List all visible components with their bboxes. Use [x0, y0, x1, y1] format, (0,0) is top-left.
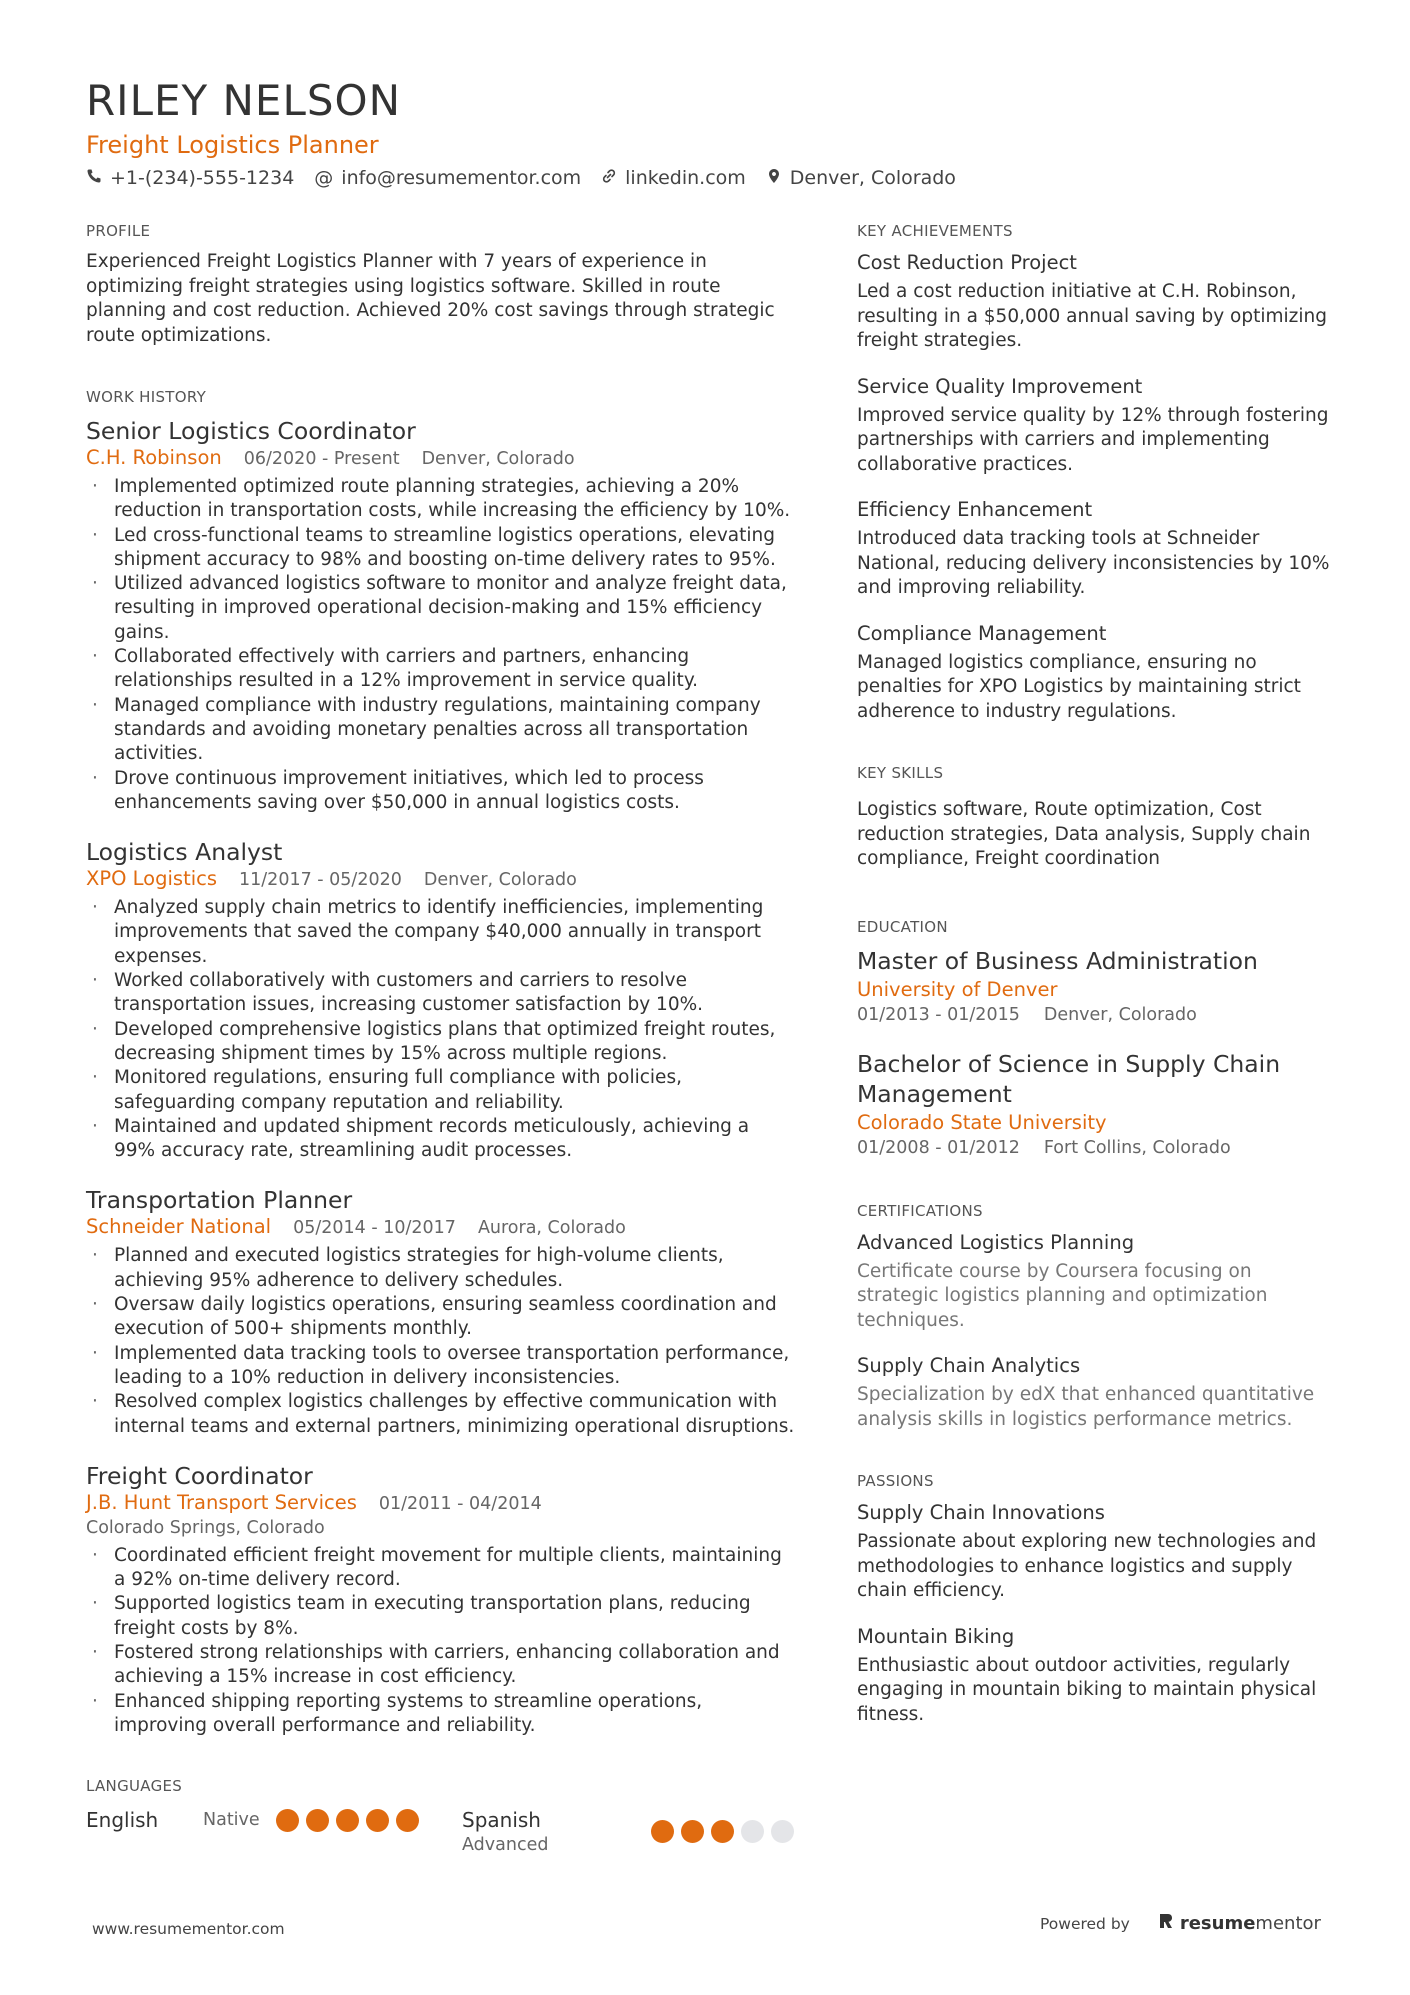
achievement-item [857, 497, 1337, 601]
job-dates: 05/2014 - 10/2017 [293, 1218, 456, 1239]
certification-item [857, 1230, 1337, 1334]
job-bullet: · Worked collaboratively with customers and carriers to resolve transportation issues, increasing customer satisfaction by 10%. [86, 969, 796, 1018]
job-bullets [86, 1544, 796, 1738]
education-dates: 01/2013 - 01/2015 [857, 1004, 1020, 1025]
job-location: Colorado Springs, Colorado [86, 1517, 325, 1538]
job-title: Freight Coordinator [86, 1461, 313, 1490]
languages-row [86, 1807, 806, 1857]
contact-phone [86, 164, 294, 192]
resumementor-logo-icon [1158, 1912, 1174, 1935]
achievement-item [857, 250, 1337, 354]
passion-desc: Passionate about exploring new technologies and methodologies to enhance logistics and supply chain efficiency. [857, 1531, 1317, 1601]
brand-bold: resume [1179, 1913, 1256, 1934]
education-school: Colorado State University [857, 1110, 1107, 1134]
language-proficiency-dots [651, 1820, 794, 1843]
skills-section [857, 762, 1337, 872]
achievements-heading: KEY ACHIEVEMENTS [857, 222, 1013, 240]
linkedin-text[interactable]: linkedin.com [625, 167, 746, 189]
proficiency-dot-filled [276, 1809, 299, 1832]
certifications-section [857, 1200, 1337, 1433]
job-bullet: · Managed compliance with industry regulations, maintaining company standards and avoiding monetary penalties across all transportation activities. [86, 694, 796, 767]
job-bullet: · Led cross-functional teams to streamline logistics operations, elevating shipment accuracy to 98% and boosting on-time delivery rates to 95%. [86, 524, 796, 573]
passions-section [857, 1470, 1337, 1727]
language-proficiency-dots [276, 1809, 419, 1832]
job-company: Schneider National [86, 1215, 272, 1239]
skills-text: Logistics software, Route optimization, Cost reduction strategies, Data analysis, Supply chain compliance, Freight coordination [857, 799, 1311, 869]
contact-row [86, 164, 1336, 192]
email-text[interactable]: info@resumementor.com [341, 167, 582, 189]
achievement-desc: Led a cost reduction initiative at C.H. Robinson, resulting in a $50,000 annual saving by optimizing freight strategies. [857, 281, 1327, 351]
job-dates: 06/2020 - Present [243, 449, 400, 469]
certification-desc: Certificate course by Coursera focusing on strategic logistics planning and optimization techniques. [857, 1260, 1268, 1331]
language-english [86, 1807, 462, 1833]
job-meta [86, 446, 796, 471]
achievement-title: Service Quality Improvement [857, 374, 1143, 398]
job-entry [86, 837, 796, 1163]
job-bullet: · Supported logistics team in executing transportation plans, reducing freight costs by 8%. [86, 1592, 796, 1641]
job-entry [86, 416, 796, 815]
phone-text: +1-(234)-555-1234 [110, 167, 295, 189]
language-level: Advanced [462, 1835, 549, 1855]
job-title: Transportation Planner [86, 1186, 353, 1215]
job-bullet: · Monitored regulations, ensuring full compliance with policies, safeguarding company reputation and reliability. [86, 1066, 796, 1115]
job-company: J.B. Hunt Transport Services [86, 1490, 357, 1514]
languages-heading: LANGUAGES [86, 1777, 183, 1795]
job-dates: 11/2017 - 05/2020 [239, 870, 402, 891]
proficiency-dot-empty [771, 1820, 794, 1843]
proficiency-dot-filled [396, 1809, 419, 1832]
certifications-heading: CERTIFICATIONS [857, 1201, 983, 1220]
profile-heading: PROFILE [86, 222, 151, 240]
passion-title: Mountain Biking [857, 1624, 1015, 1648]
job-bullet: · Developed comprehensive logistics plans that optimized freight routes, decreasing shipment times by 15% across multiple regions. [86, 1018, 796, 1067]
location-pin-icon [766, 164, 782, 192]
education-item [857, 1049, 1337, 1160]
job-title: Senior Logistics Coordinator [86, 417, 416, 445]
achievement-desc: Managed logistics compliance, ensuring no penalties for XPO Logistics by maintaining strict adherence to industry regulations. [857, 651, 1301, 722]
work-history-section [86, 386, 796, 1738]
education-location: Denver, Colorado [1043, 1004, 1197, 1025]
candidate-role: Freight Logistics Planner [86, 131, 379, 159]
passion-item [857, 1500, 1337, 1604]
proficiency-dot-filled [336, 1809, 359, 1832]
language-name-group [462, 1807, 651, 1857]
achievement-item [857, 374, 1337, 478]
certification-desc: Specialization by edX that enhanced quantitative analysis skills in logistics performance metrics. [857, 1384, 1315, 1430]
languages-section [86, 1775, 806, 1857]
achievement-title: Efficiency Enhancement [857, 498, 1093, 521]
passion-item [857, 1624, 1337, 1728]
brand-text [1180, 1913, 1321, 1934]
job-bullets [86, 1244, 796, 1438]
right-column [857, 220, 1337, 1747]
contact-linkedin[interactable] [601, 164, 746, 192]
at-icon: @ [314, 167, 334, 189]
education-item [857, 946, 1337, 1027]
proficiency-dot-filled [681, 1820, 704, 1843]
job-bullet: · Drove continuous improvement initiatives, which led to process enhancements saving over $50,000 in annual logistics costs. [86, 767, 796, 816]
job-bullet: · Collaborated effectively with carriers and partners, enhancing relationships resulted in a 12% improvement in service quality. [86, 645, 796, 694]
achievement-title: Compliance Management [857, 621, 1107, 645]
education-degree: Bachelor of Science in Supply Chain Management [857, 1049, 1281, 1108]
job-location: Denver, Colorado [423, 870, 577, 891]
job-title: Logistics Analyst [86, 838, 283, 867]
skills-heading: KEY SKILLS [857, 764, 944, 782]
proficiency-dot-filled [651, 1820, 674, 1843]
job-bullets [86, 896, 796, 1163]
job-meta [86, 1491, 796, 1516]
education-location: Fort Collins, Colorado [1043, 1137, 1231, 1158]
job-entry [86, 1185, 796, 1438]
contact-email[interactable] [314, 164, 581, 192]
education-dates: 01/2008 - 01/2012 [857, 1137, 1020, 1158]
certification-title: Supply Chain Analytics [857, 1354, 1081, 1377]
job-bullet: · Enhanced shipping reporting systems to streamline operations, improving overall performance and reliability. [86, 1690, 796, 1739]
job-bullet: · Oversaw daily logistics operations, ensuring seamless coordination and execution of 500+ shipments monthly. [86, 1293, 796, 1342]
footer-powered [1040, 1912, 1321, 1935]
achievements-section [857, 220, 1337, 724]
left-column [86, 220, 796, 1760]
passion-title: Supply Chain Innovations [857, 1501, 1105, 1524]
education-section [857, 916, 1337, 1160]
education-meta [857, 1003, 1337, 1027]
passions-heading: PASSIONS [857, 1472, 934, 1490]
job-bullet: · Planned and executed logistics strategies for high-volume clients, achieving 95% adherence to delivery schedules. [86, 1244, 796, 1293]
footer-website[interactable]: www.resumementor.com [92, 1920, 285, 1938]
job-bullet: · Utilized advanced logistics software to monitor and analyze freight data, resulting in improved operational decision-making and 15% efficiency gains. [86, 572, 796, 645]
brand-logo[interactable] [1158, 1912, 1321, 1935]
language-spanish [462, 1807, 794, 1857]
job-location: Aurora, Colorado [477, 1218, 626, 1239]
education-school: University of Denver [857, 977, 1058, 1001]
education-meta [857, 1136, 1337, 1160]
proficiency-dot-filled [366, 1809, 389, 1832]
link-icon [601, 164, 617, 192]
job-bullet: · Implemented data tracking tools to oversee transportation performance, leading to a 10% reduction in delivery inconsistencies. [86, 1342, 796, 1391]
job-company: C.H. Robinson [86, 446, 222, 469]
passion-desc: Enthusiastic about outdoor activities, regularly engaging in mountain biking to maintain physical fitness. [857, 1654, 1317, 1725]
job-location: Denver, Colorado [421, 449, 575, 469]
certification-title: Advanced Logistics Planning [857, 1230, 1135, 1254]
profile-text: Experienced Freight Logistics Planner with 7 years of experience in optimizing freight strategies using logistics software. Skilled in route planning and cost reduction. Achieved 20% cost savings through strategic route optimizations. [86, 251, 775, 346]
achievement-desc: Introduced data tracking tools at Schneider National, reducing delivery inconsistencies by 10% and improving reliability. [857, 528, 1330, 598]
job-meta [86, 867, 796, 892]
contact-location [766, 164, 956, 192]
proficiency-dot-empty [741, 1820, 764, 1843]
job-entry [86, 1461, 796, 1738]
profile-section [86, 220, 796, 348]
achievement-desc: Improved service quality by 12% through fostering partnerships with carriers and implementing collaborative practices. [857, 404, 1329, 475]
job-dates: 01/2011 - 04/2014 [378, 1493, 542, 1514]
job-bullet: · Resolved complex logistics challenges by effective communication with internal teams and external partners, minimizing operational disruptions. [86, 1390, 796, 1439]
proficiency-dot-filled [306, 1809, 329, 1832]
language-level: Native [203, 1810, 260, 1830]
job-bullet: · Analyzed supply chain metrics to identify inefficiencies, implementing improvements that saved the company $40,000 annually in transport expenses. [86, 896, 796, 969]
location-text: Denver, Colorado [789, 167, 956, 189]
work-history-heading: WORK HISTORY [86, 388, 207, 406]
candidate-name: RILEY NELSON [86, 76, 402, 125]
achievement-title: Cost Reduction Project [857, 251, 1077, 274]
brand-rest: mentor [1255, 1913, 1321, 1934]
education-degree: Master of Business Administration [857, 946, 1258, 975]
job-meta [86, 1215, 796, 1240]
language-name: English [86, 1808, 159, 1832]
powered-by-label: Powered by [1040, 1914, 1130, 1933]
phone-icon [86, 164, 102, 192]
job-bullet: · Coordinated efficient freight movement for multiple clients, maintaining a 92% on-time delivery record. [86, 1544, 796, 1593]
proficiency-dot-filled [711, 1820, 734, 1843]
job-bullet: · Maintained and updated shipment records meticulously, achieving a 99% accuracy rate, streamlining audit processes. [86, 1115, 796, 1164]
job-bullets [86, 475, 796, 815]
achievement-item [857, 621, 1337, 725]
language-name: Spanish [462, 1808, 541, 1832]
resume-header [86, 74, 1336, 192]
job-company: XPO Logistics [86, 867, 218, 891]
education-heading: EDUCATION [857, 917, 948, 936]
certification-item [857, 1353, 1337, 1432]
job-bullet: · Fostered strong relationships with carriers, enhancing collaboration and achieving a 15% increase in cost efficiency. [86, 1641, 796, 1690]
job-bullet: · Implemented optimized route planning strategies, achieving a 20% reduction in transportation costs, while increasing the efficiency by 10%. [86, 475, 796, 524]
